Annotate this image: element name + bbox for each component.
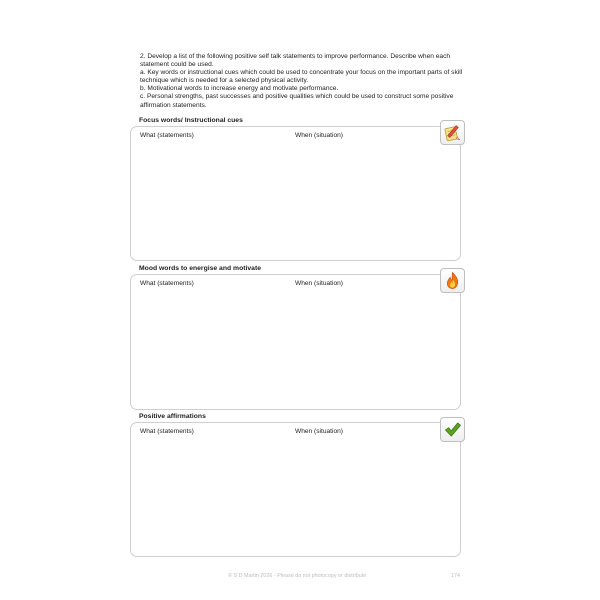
instructions-item-a: a. Key words or instructional cues which could be used to concentrate your focus on the important parts of skill technique which is needed for a selected physical activity. (140, 69, 463, 85)
section-title-focus-words: Focus words/ Instructional cues (139, 117, 243, 124)
instructions-item-b: b. Motivational words to increase energy and motivate performance. (140, 85, 339, 93)
flame-icon (440, 268, 465, 293)
focus-words-box[interactable] (130, 126, 461, 261)
instructions-intro: 2. Develop a list of the following positive self talk statements to improve performance. Describe when each statement could be used. (140, 53, 451, 69)
section-title-positive-affirmations: Positive affirmations (139, 413, 206, 420)
what-column-header: What (statements) (140, 280, 194, 287)
section-title-mood-words: Mood words to energise and motivate (139, 265, 261, 272)
copyright-footer: © S D Martin 2026 - Please do not photocopy or distribute (228, 573, 367, 579)
when-column-header: When (situation) (295, 428, 344, 435)
checkmark-icon (440, 417, 465, 442)
mood-words-box[interactable] (130, 274, 461, 410)
notepad-pencil-icon (440, 120, 465, 145)
page-number: 174 (451, 573, 460, 579)
instructions (140, 53, 470, 110)
what-column-header: What (statements) (140, 428, 194, 435)
what-column-header: What (statements) (140, 132, 194, 139)
instructions-item-c: c. Personal strengths, past successes and positive qualities which could be used to construct some positive affirmation statements. (140, 93, 454, 109)
when-column-header: When (situation) (295, 132, 344, 139)
when-column-header: When (situation) (295, 280, 344, 287)
positive-affirmations-box[interactable] (130, 422, 461, 557)
